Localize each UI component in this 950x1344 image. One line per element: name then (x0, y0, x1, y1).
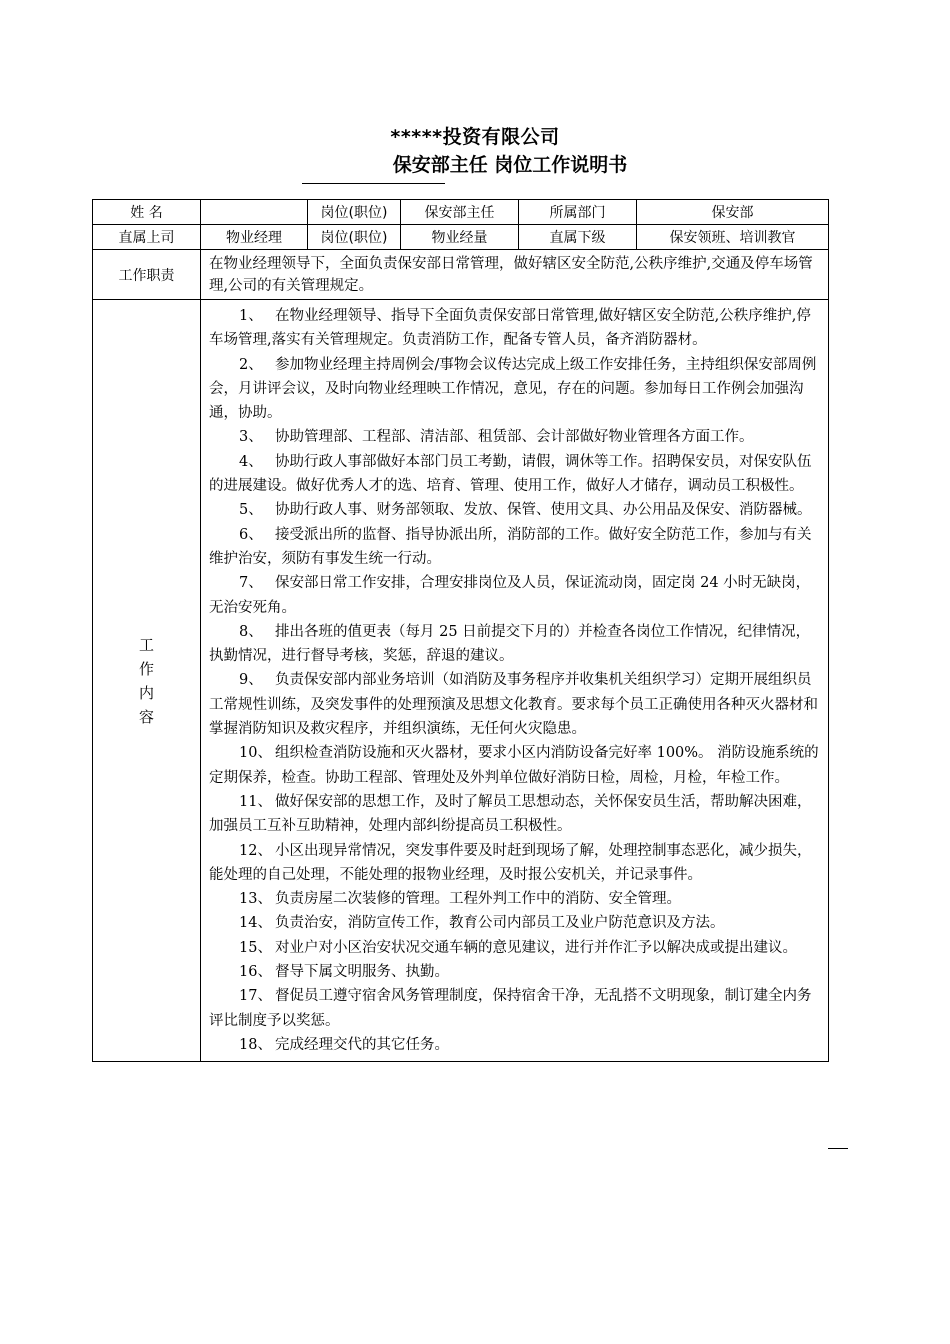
content-label-char: 内 (138, 683, 154, 702)
item-number: 10、 (239, 745, 272, 762)
item-text: 在物业经理领导、指导下全面负责保安部日常管理,做好辖区安全防范,公秩序维护,停车场管理,落实有关管理规定。负责消防工作，配备专管人员，备齐消防器材。 (209, 308, 811, 349)
item-text: 协助行政人事、财务部领取、发放、保管、使用文具、办公用品及保安、消防器械。 (275, 502, 812, 519)
list-item (209, 425, 822, 449)
item-text: 参加物业经理主持周例会/事物会议传达完成上级工作安排任务，主持组织保安部周例会，月讲评会议，及时向物业经理映工作情况，意见，存在的问题。参加每日工作例会加强沟通，协助。 (209, 356, 817, 422)
item-number: 1、 (239, 308, 263, 324)
list-item (209, 1033, 822, 1057)
list-item (209, 911, 822, 935)
label-department: 所属部门 (519, 200, 637, 225)
list-item (209, 839, 822, 888)
item-text: 负责治安，消防宣传工作，教育公司内部员工及业户防范意识及方法。 (275, 915, 725, 932)
list-item (209, 668, 822, 741)
job-description-table (92, 199, 829, 1062)
item-text: 小区出现异常情况，突发事件要及时赶到现场了解，处理控制事态恶化，减少损失，能处理的自己处理，不能处理的报物业经理，及时报公安机关，并记录事件。 (209, 842, 812, 883)
item-number: 16、 (239, 964, 272, 981)
item-number: 9、 (239, 672, 263, 689)
item-text: 保安部日常工作安排，合理安排岗位及人员，保证流动岗，固定岗 24 小时无缺岗，无治安死角。 (209, 575, 811, 616)
label-name: 姓 名 (93, 200, 201, 225)
item-number: 13、 (239, 891, 272, 908)
item-number: 4、 (239, 453, 263, 470)
list-item (209, 353, 822, 426)
item-text: 负责保安部内部业务培训（如消防及事务程序并收集机关组织学习）定期开展组织员工常规性训练，及突发事件的处理预演及思想文化教育。要求每个员工正确使用各种灭火器材和掌握消防知识及救灾程序，并组织演练，无任何火灾隐患。 (209, 672, 818, 738)
label-duty: 工作职责 (93, 250, 201, 300)
table-tail-line (828, 1148, 848, 1149)
content-row (93, 300, 829, 1062)
list-item (209, 790, 822, 839)
work-content-list (201, 300, 829, 1062)
item-number: 18、 (239, 1036, 272, 1053)
list-item (209, 450, 822, 499)
duty-row (93, 250, 829, 300)
title-underline (302, 183, 445, 184)
item-text: 协助管理部、工程部、清洁部、租赁部、会计部做好物业管理各方面工作。 (275, 429, 754, 446)
value-name (201, 200, 308, 225)
value-department: 保安部 (637, 200, 829, 225)
list-item (209, 936, 822, 960)
label-work-content (93, 300, 201, 1062)
list-item (209, 960, 822, 984)
item-text: 做好保安部的思想工作，及时了解员工思想动态，关怀保安员生活，帮助解决困难，加强员工互补互助精神，处理内部纠纷提高员工积极性。 (209, 793, 812, 835)
company-name: *****投资有限公司 (390, 126, 560, 148)
label-position: 岗位(职位) (308, 200, 401, 225)
item-number: 11、 (239, 793, 272, 810)
item-text: 协助行政人事部做好本部门员工考勤，请假，调休等工作。招聘保安员，对保安队伍的进展建设。做好优秀人才的选、培育、管理、使用工作，做好人才储存，调动员工积极性。 (209, 453, 812, 495)
item-number: 17、 (239, 988, 272, 1005)
item-text: 督促员工遵守宿舍风务管理制度，保持宿舍干净，无乱搭不文明现象，制订建全内务评比制度予以奖惩。 (209, 988, 812, 1029)
list-item (209, 984, 822, 1033)
label-supervisor: 直属上司 (93, 225, 201, 250)
list-item (209, 523, 822, 572)
list-item (209, 571, 822, 620)
item-text: 督导下属文明服务、执勤。 (275, 964, 449, 981)
item-text: 对业户对小区治安状况交通车辆的意见建议，进行并作汇予以解决成或提出建议。 (275, 939, 797, 956)
item-text: 接受派出所的监督、指导协派出所，消防部的工作。做好安全防范工作，参加与有关维护治安，须防有事发生统一行动。 (209, 526, 812, 567)
item-number: 7、 (239, 575, 263, 592)
item-number: 6、 (239, 526, 263, 543)
content-label-char: 容 (138, 707, 154, 726)
item-number: 5、 (239, 502, 263, 519)
list-item (209, 887, 822, 911)
list-item (209, 741, 822, 790)
item-number: 3、 (239, 429, 263, 446)
duty-text: 在物业经理领导下，全面负责保安部日常管理，做好辖区安全防范,公秩序维护,交通及停车场管理,公司的有关管理规定。 (201, 250, 829, 300)
item-text: 完成经理交代的其它任务。 (275, 1036, 449, 1053)
value-position-2: 物业经量 (401, 225, 519, 250)
item-number: 14、 (239, 915, 272, 932)
item-text: 负责房屋二次装修的管理。工程外判工作中的消防、安全管理。 (275, 891, 681, 908)
list-item (209, 620, 822, 669)
list-item (209, 304, 822, 353)
item-number: 12、 (239, 842, 272, 859)
item-number: 2、 (239, 356, 263, 373)
info-row-2 (93, 225, 829, 250)
value-supervisor: 物业经理 (201, 225, 308, 250)
label-position-2: 岗位(职位) (308, 225, 401, 250)
value-subordinates: 保安领班、培训教官 (637, 225, 829, 250)
info-row-1 (93, 200, 829, 225)
item-number: 15、 (239, 939, 272, 956)
label-subordinates: 直属下级 (519, 225, 637, 250)
value-position: 保安部主任 (401, 200, 519, 225)
item-text: 组织检查消防设施和灭火器材，要求小区内消防设备完好率 100%。 消防设施系统的定期保养，检查。协助工程部、管理处及外判单位做好消防日检，周检，月检，年检工作。 (209, 745, 819, 786)
content-label-char: 工 (138, 635, 154, 654)
list-item (209, 498, 822, 522)
item-number: 8、 (239, 623, 263, 640)
item-text: 排出各班的值更表（每月 25 日前提交下月的）并检查各岗位工作情况，纪律情况，执勤情况，进行督导考核，奖惩，辞退的建议。 (209, 623, 811, 665)
content-label-char: 作 (138, 659, 154, 678)
document-title: 保安部主任 岗位工作说明书 (392, 154, 628, 176)
